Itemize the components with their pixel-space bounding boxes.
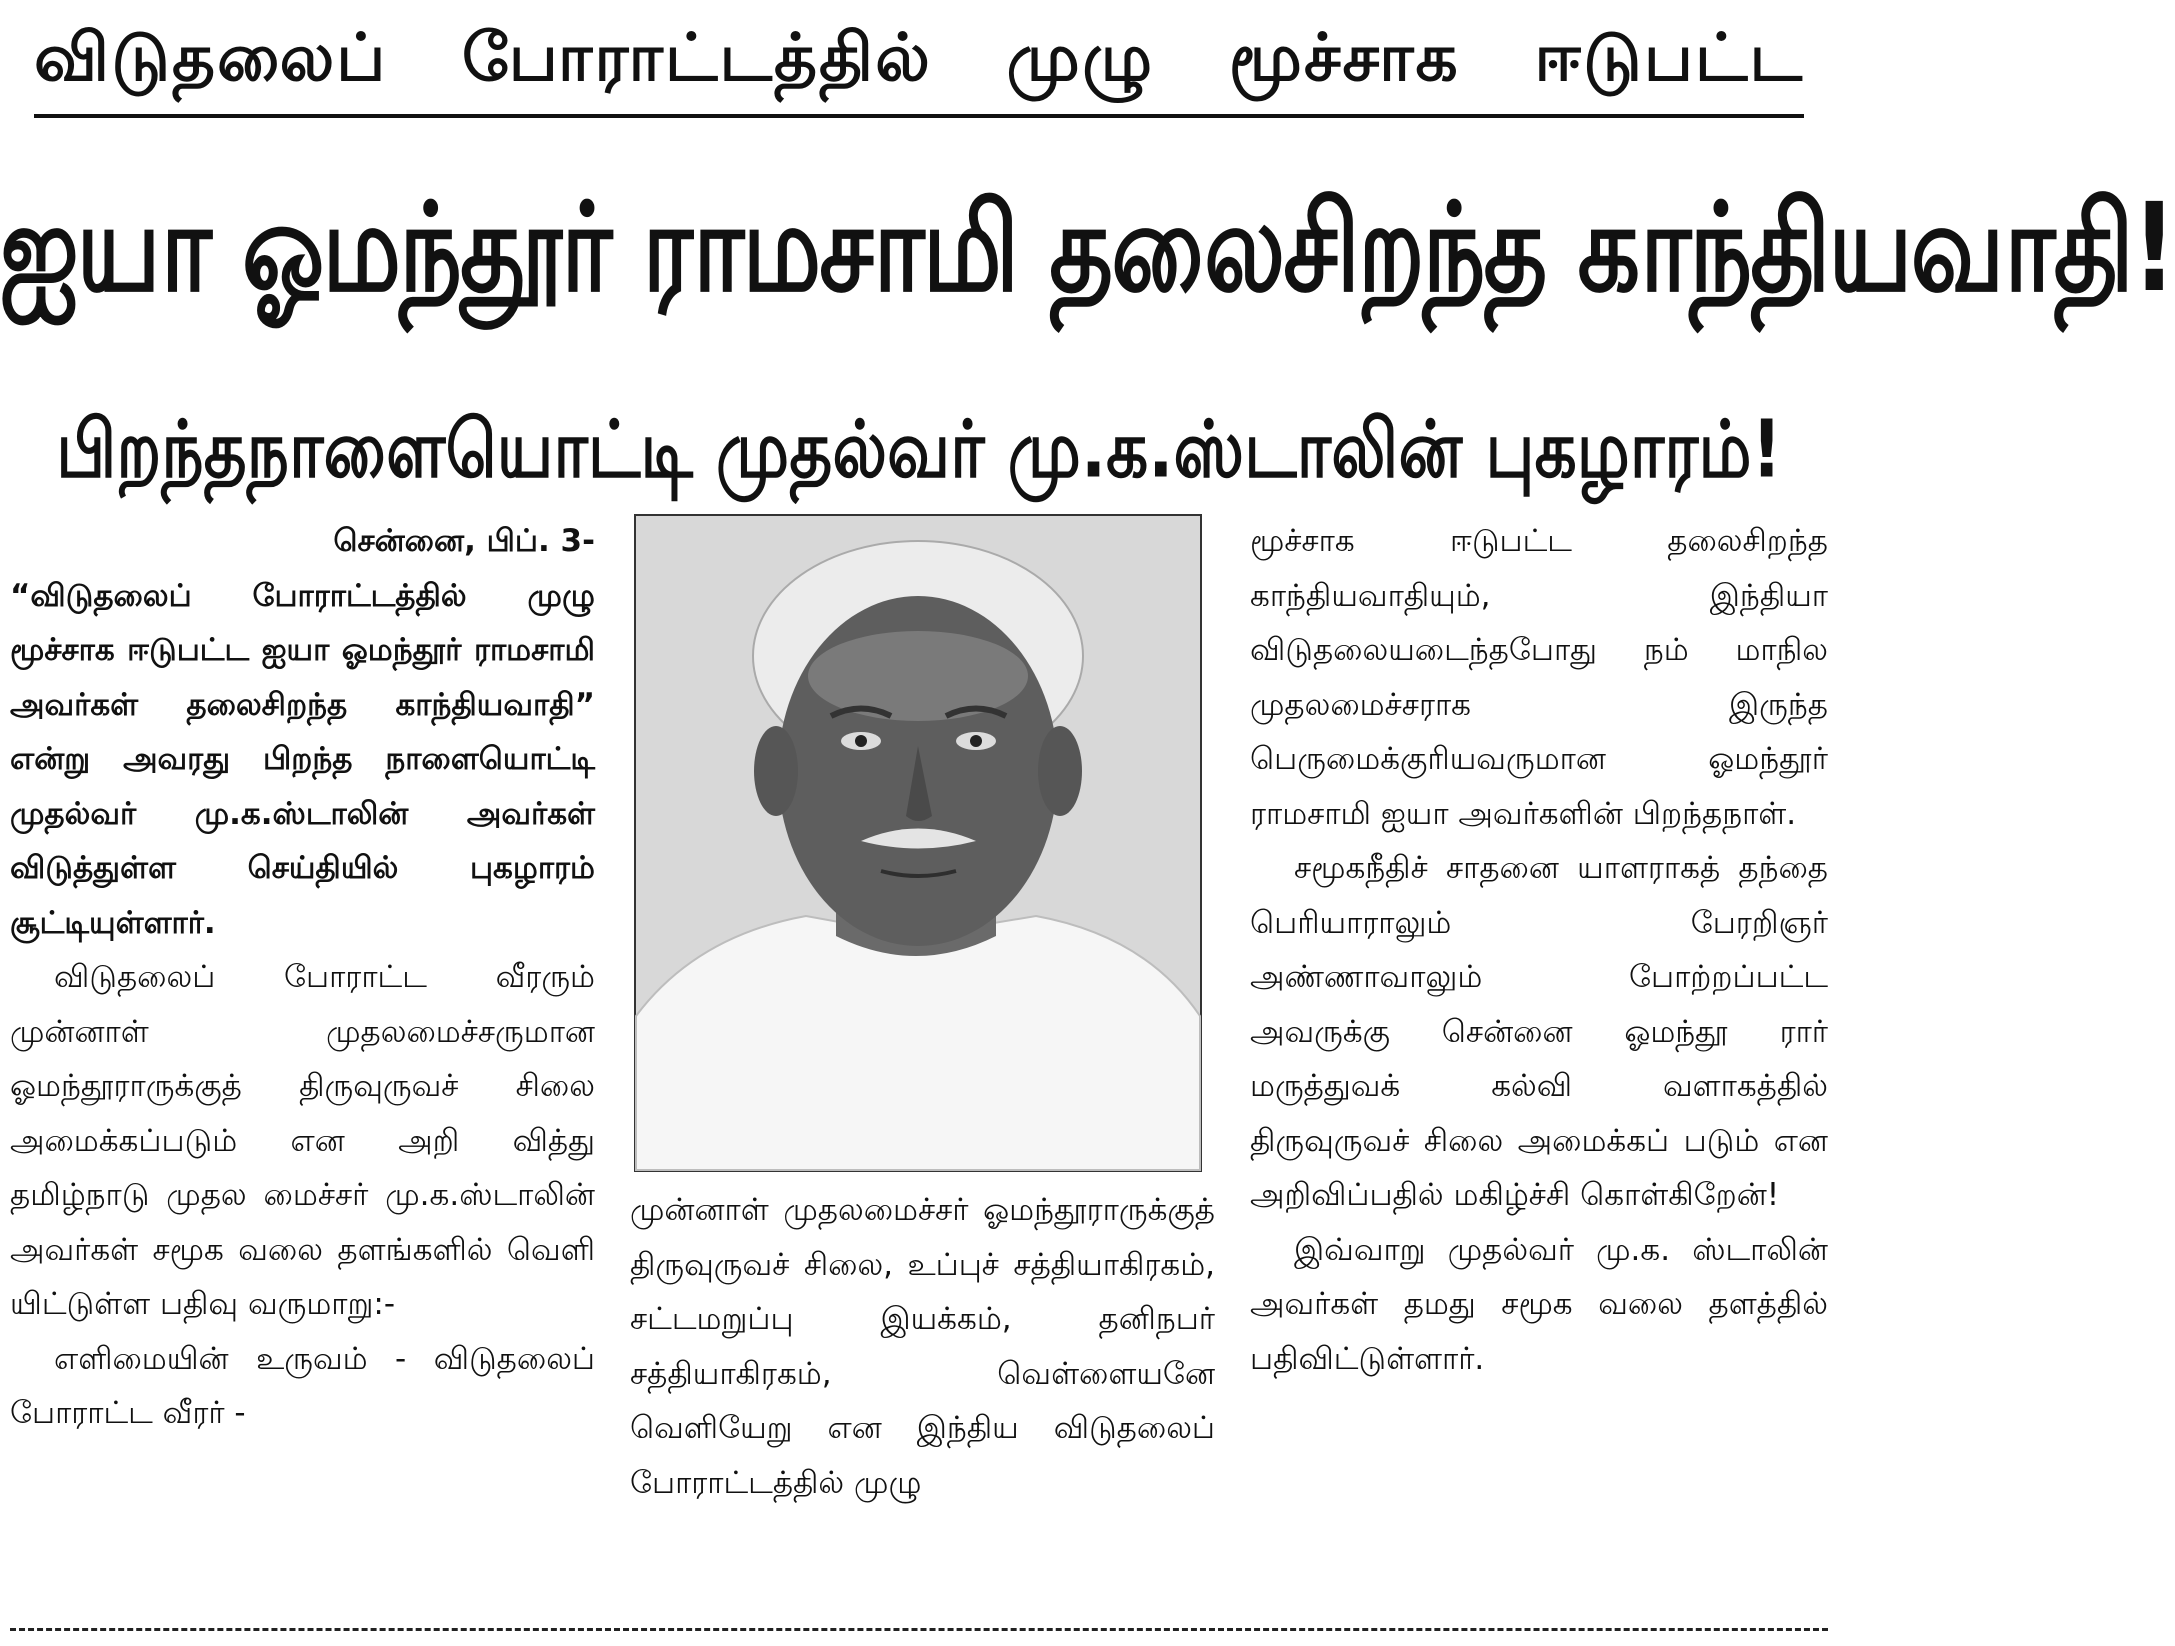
- lead-paragraph: [10, 514, 595, 950]
- body-paragraph: விடுதலைப் போராட்ட வீரரும் முன்னாள் முதலமைச்சருமான ஓமந்தூராருக்குத் திருவுருவச் சிலை அமைக்கப்படும் என அறி வித்து தமிழ்நாடு முதல மைச்சர் மு.க.ஸ்டாலின் அவர்கள் சமூக வலை தளங்களில் வெளி யிட்டுள்ள பதிவு வருமாறு:-: [10, 959, 595, 1322]
- body-paragraph: முன்னாள் முதலமைச்சர் ஓமந்தூராருக்குத் திருவுருவச் சிலை, உப்புச் சத்தியாகிரகம், சட்டமறுப்பு இயக்கம், தனிநபர் சத்தியாகிரகம், வெள்ளையனே வெளியேறு என இந்திய விடுதலைப் போராட்டத்தில் முழு: [630, 1192, 1215, 1501]
- dateline: சென்னை, பிப். 3-: [333, 523, 595, 559]
- lead-text: “விடுதலைப் போராட்டத்தில் முழு மூச்சாக ஈடுபட்ட ஐயா ஓமந்தூர் ராமசாமி அவர்கள் தலைசிறந்த காந்தியவாதி” என்று அவரது பிறந்த நாளையொட்டி முதல்வர் மு.க.ஸ்டாலின் அவர்கள் விடுத்துள்ள செய்தியில் புகழாரம் சூட்டியுள்ளார்.: [10, 577, 595, 941]
- portrait-photo: [634, 514, 1202, 1172]
- kicker-heading: விடுதலைப் போராட்டத்தில் முழு மூச்சாக ஈடுபட்ட: [34, 19, 1804, 96]
- left-pupil: [855, 735, 867, 747]
- kicker-underline: [34, 114, 1804, 118]
- body-paragraph: எளிமையின் உருவம் - விடுதலைப் போராட்ட வீரர் -: [10, 1340, 595, 1431]
- article-column-1: [10, 514, 595, 1619]
- left-ear: [754, 726, 798, 816]
- body-paragraph: மூச்சாக ஈடுபட்ட தலைசிறந்த காந்தியவாதியும், இந்தியா விடுதலையடைந்தபோது நம் மாநில முதலமைச்சராக இருந்த பெருமைக்குரியவருமான ஓமந்தூர் ராமசாமி ஐயா அவர்களின் பிறந்தநாள்.: [1250, 523, 1828, 832]
- body-paragraph: இவ்வாறு முதல்வர் மு.க. ஸ்டாலின் அவர்கள் தமது சமூக வலை தளத்தில் பதிவிட்டுள்ளார்.: [1250, 1231, 1828, 1377]
- right-ear: [1038, 726, 1082, 816]
- article-column-3: [1250, 514, 1828, 1619]
- article-column-2: [630, 1183, 1215, 1613]
- forehead-shape: [808, 631, 1028, 721]
- main-headline: ஐயா ஓமந்தூர் ராமசாமி தலைசிறந்த காந்தியவாதி!: [0, 177, 2175, 320]
- bottom-dashed-rule: [10, 1628, 1828, 1631]
- body-paragraph: சமூகநீதிச் சாதனை யாளராகத் தந்தை பெரியாராலும் பேரறிஞர் அண்ணாவாலும் போற்றப்பட்ட அவருக்கு சென்னை ஓமந்தூ ரார் மருத்துவக் கல்வி வளாகத்தில் திருவுருவச் சிலை அமைக்கப் படும் என அறிவிப்பதில் மகிழ்ச்சி கொள்கிறேன்!: [1250, 850, 1828, 1213]
- right-pupil: [970, 735, 982, 747]
- portrait-image: [636, 516, 1200, 1170]
- sub-headline: பிறந்தநாளையொட்டி முதல்வர் மு.க.ஸ்டாலின் புகழாரம்!: [56, 403, 1782, 496]
